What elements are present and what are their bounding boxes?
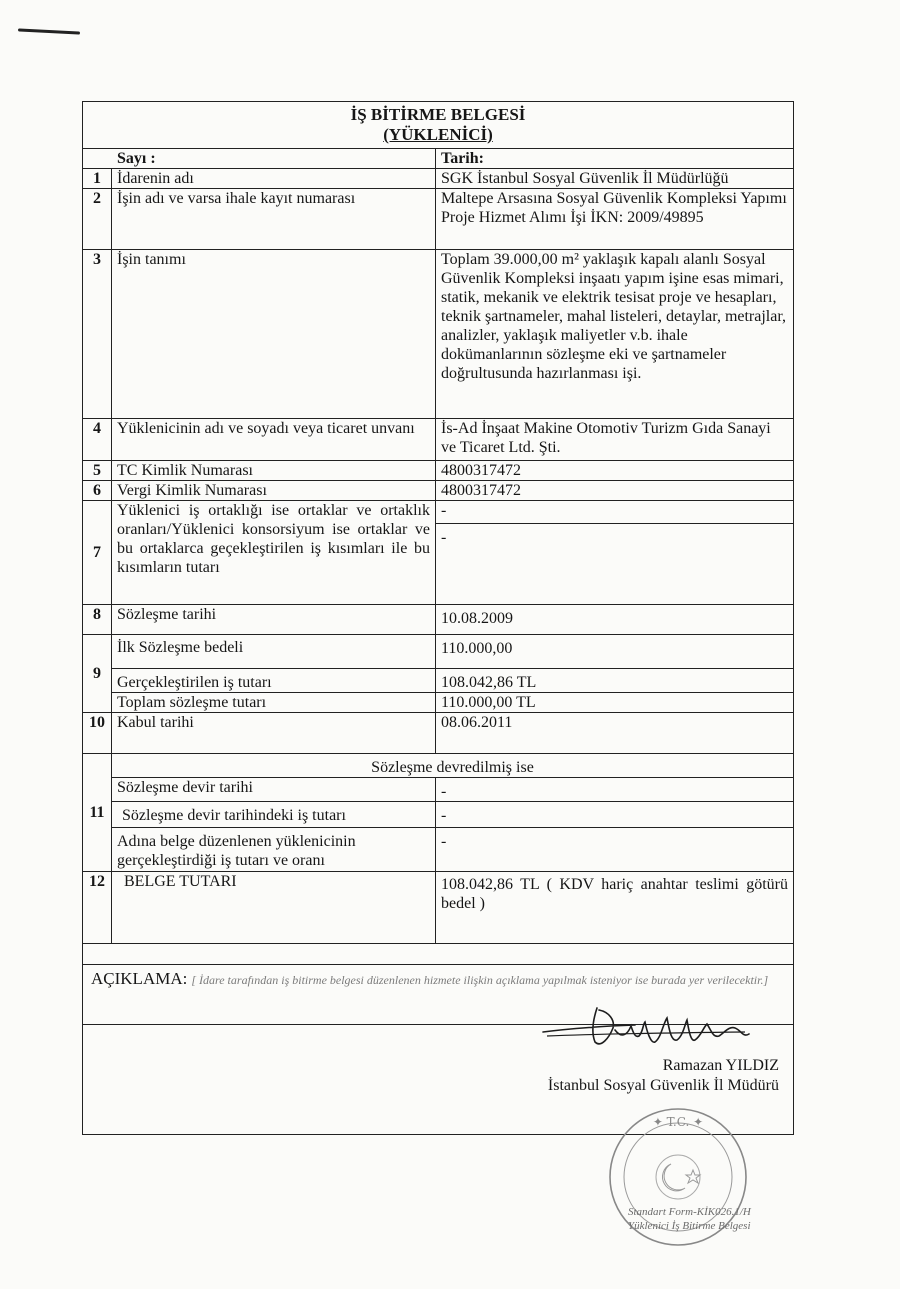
table-row — [83, 827, 793, 871]
certificate-form — [82, 101, 794, 1135]
row-label: İşin adı ve varsa ihale kayıt numarası — [112, 188, 436, 249]
row-number: 2 — [83, 188, 112, 249]
row-label: Sözleşme tarihi — [112, 604, 436, 634]
sayi-label: Sayı : — [83, 148, 436, 168]
toplam-sozlesme-label: Toplam sözleşme tutarı — [112, 692, 436, 712]
row-label: Yüklenici iş ortaklığı ise ortaklar ve ortaklık oranları/Yüklenici konsorsiyum ise ortaklar ve bu ortaklarca geçekleştirilen iş kısımları ile bu kısımların tutarı — [112, 500, 436, 604]
ilk-sozlesme-label: İlk Sözleşme bedeli — [112, 634, 436, 668]
table-row — [83, 777, 793, 801]
table-row — [83, 500, 793, 604]
svg-text:✦ T.C. ✦: ✦ T.C. ✦ — [652, 1115, 704, 1129]
table-row — [83, 480, 793, 500]
row-label: TC Kimlik Numarası — [112, 460, 436, 480]
row-value: Toplam 39.000,00 m² yaklaşık kapalı alanlı Sosyal Güvenlik Kompleksi inşaatı yapım işine esas mimari, statik, mekanik ve elektrik tesisat proje ve hesapları, teknik şartnameler, mahal listeleri, detaylar, metrajlar, analizler, yaklaşık maliyetler v.b. ihale dokümanlarının sözleşme eki ve şartnameler doğrultusunda hazırlanması işi. — [436, 249, 794, 418]
table-row — [83, 753, 793, 777]
row-label: Yüklenicinin adı ve soyadı veya ticaret unvanı — [112, 418, 436, 460]
row-label: Vergi Kimlik Numarası — [112, 480, 436, 500]
signer-block — [548, 1056, 779, 1096]
adina-value: - — [436, 827, 794, 871]
signature-image — [535, 998, 765, 1058]
row-number: 6 — [83, 480, 112, 500]
belge-tutari-value: 108.042,86 TL ( KDV hariç anahtar teslimi götürü bedel ) — [436, 871, 794, 943]
row-number: 4 — [83, 418, 112, 460]
gerceklestirilen-value: 108.042,86 TL — [436, 668, 794, 692]
table-row — [83, 634, 793, 668]
row-value: 4800317472 — [436, 480, 794, 500]
row-number: 8 — [83, 604, 112, 634]
devir-tarihi-label: Sözleşme devir tarihi — [112, 777, 436, 801]
aciklama-hint: [ İdare tarafından iş bitirme belgesi düzenlenen hizmete ilişkin açıklama yapılmak isteniyor ise burada yer verilecektir.] — [191, 973, 769, 987]
table-row — [83, 168, 793, 188]
row-value: 4800317472 — [436, 460, 794, 480]
form-code — [628, 1205, 751, 1233]
table-row — [83, 801, 793, 827]
row-value: 08.06.2011 — [436, 712, 794, 753]
signer-name: Ramazan YILDIZ — [662, 1057, 779, 1074]
row-value — [436, 500, 794, 604]
devir-tarihi-value: - — [436, 777, 794, 801]
table-row — [83, 249, 793, 418]
certificate-table — [83, 102, 793, 944]
form-title: İŞ BİTİRME BELGESİ — [350, 105, 526, 124]
form-title-cell — [83, 102, 793, 148]
signer-title: İstanbul Sosyal Güvenlik İl Müdürü — [547, 1077, 779, 1094]
row-label: İşin tanımı — [112, 249, 436, 418]
row-label: Kabul tarihi — [112, 712, 436, 753]
aciklama-section — [83, 964, 793, 989]
devir-tutar-value: - — [436, 801, 794, 827]
form-code-line-2: Yüklenici İş Bitirme Belgesi — [628, 1220, 751, 1232]
table-row — [83, 692, 793, 712]
form-subtitle: (YÜKLENİCİ) — [383, 125, 493, 144]
table-row — [83, 871, 793, 943]
row-number: 3 — [83, 249, 112, 418]
devir-heading: Sözleşme devredilmiş ise — [112, 753, 794, 777]
row-number: 10 — [83, 712, 112, 753]
gerceklestirilen-label: Gerçekleştirilen iş tutarı — [112, 668, 436, 692]
row-value: SGK İstanbul Sosyal Güvenlik İl Müdürlüğü — [436, 168, 794, 188]
table-row — [83, 604, 793, 634]
table-row — [83, 460, 793, 480]
table-row — [83, 418, 793, 460]
form-code-line-1: Standart Form-KİK026.1/H — [628, 1206, 751, 1218]
belge-tutari-label: BELGE TUTARI — [112, 871, 436, 943]
scan-mark — [18, 28, 80, 34]
partner-value-1: - — [441, 501, 447, 519]
table-row — [83, 188, 793, 249]
adina-label: Adına belge düzenlenen yüklenicinin gerçekleştirdiği iş tutarı ve oranı — [112, 827, 436, 871]
row-value: 10.08.2009 — [436, 604, 794, 634]
table-row — [83, 712, 793, 753]
row-number: 5 — [83, 460, 112, 480]
row-number: 1 — [83, 168, 112, 188]
row-number: 11 — [83, 753, 112, 871]
row-number: 7 — [83, 500, 112, 604]
row-value: İs-Ad İnşaat Makine Otomotiv Turizm Gıda Sanayi ve Ticaret Ltd. Şti. — [436, 418, 794, 460]
row-value: Maltepe Arsasına Sosyal Güvenlik Kompleksi Yapımı Proje Hizmet Alımı İşi İKN: 2009/49895 — [436, 188, 794, 249]
devir-tutar-label: Sözleşme devir tarihindeki iş tutarı — [112, 801, 436, 827]
tarih-label: Tarih: — [436, 148, 794, 168]
partner-value-2: - — [436, 523, 793, 547]
row-number: 9 — [83, 634, 112, 712]
toplam-sozlesme-value: 110.000,00 TL — [436, 692, 794, 712]
aciklama-label: AÇIKLAMA: — [91, 969, 188, 988]
row-label: İdarenin adı — [112, 168, 436, 188]
ilk-sozlesme-value: 110.000,00 — [436, 634, 794, 668]
table-row — [83, 668, 793, 692]
row-number: 12 — [83, 871, 112, 943]
